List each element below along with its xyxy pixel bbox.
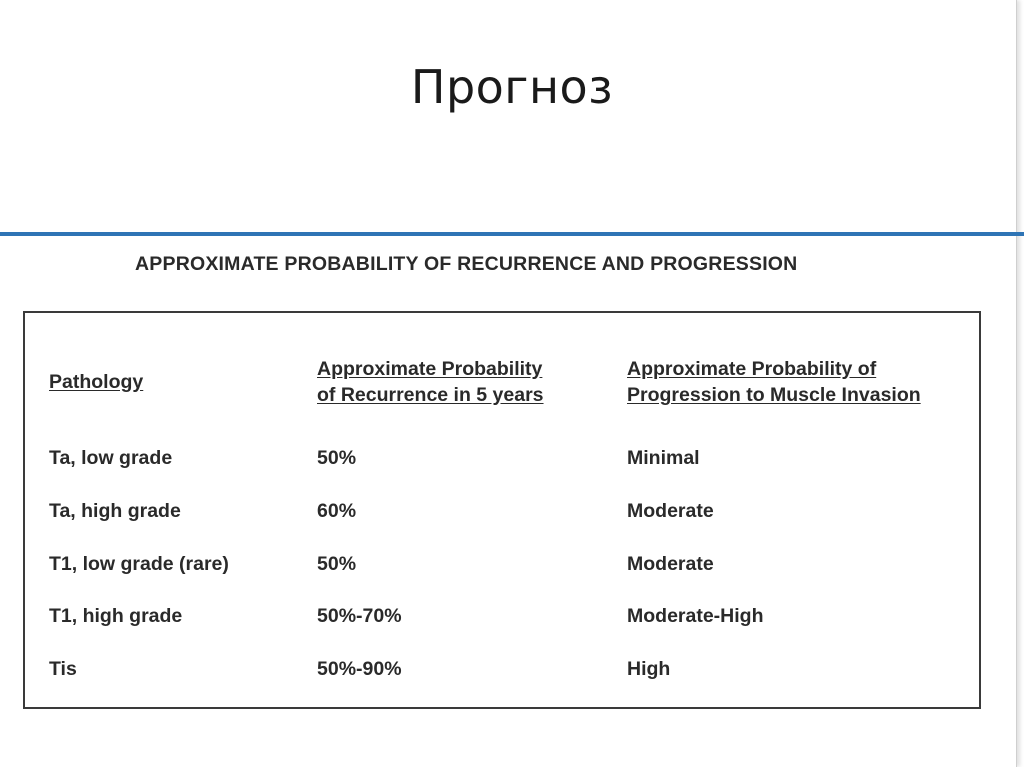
title-divider [0,232,1024,236]
header-pathology [49,369,143,395]
header-recurrence-line1: Approximate Probability [317,358,543,380]
row-4-progression: Moderate-High [627,605,764,627]
slide-title: Прогноз [410,60,614,114]
row-3-progression: Moderate [627,553,714,575]
row-1-recurrence: 50% [317,447,357,469]
header-progression-line2: Progression to Muscle Invasion [627,384,921,406]
row-5-recurrence: 50%-90% [317,658,402,680]
header-progression-line1: Approximate Probability of [627,358,877,380]
row-4-recurrence: 50%-70% [317,605,402,627]
row-2-progression: Moderate [627,500,714,522]
row-1-pathology: Ta, low grade [49,447,173,469]
row-2-recurrence: 60% [317,500,357,522]
header-progression [627,356,921,408]
row-5-progression: High [627,658,671,680]
row-3-pathology: T1, low grade (rare) [49,553,229,575]
row-4-pathology: T1, high grade [49,605,183,627]
row-3-recurrence: 50% [317,553,357,575]
row-5-pathology: Tis [49,658,77,680]
header-recurrence [317,356,544,408]
row-2-pathology: Ta, high grade [49,500,181,522]
table-heading: APPROXIMATE PROBABILITY OF RECURRENCE AND PROGRESSION [135,253,798,275]
header-recurrence-line2: of Recurrence in 5 years [317,384,544,406]
row-1-progression: Minimal [627,447,700,469]
header-pathology-label: Pathology [49,371,144,393]
